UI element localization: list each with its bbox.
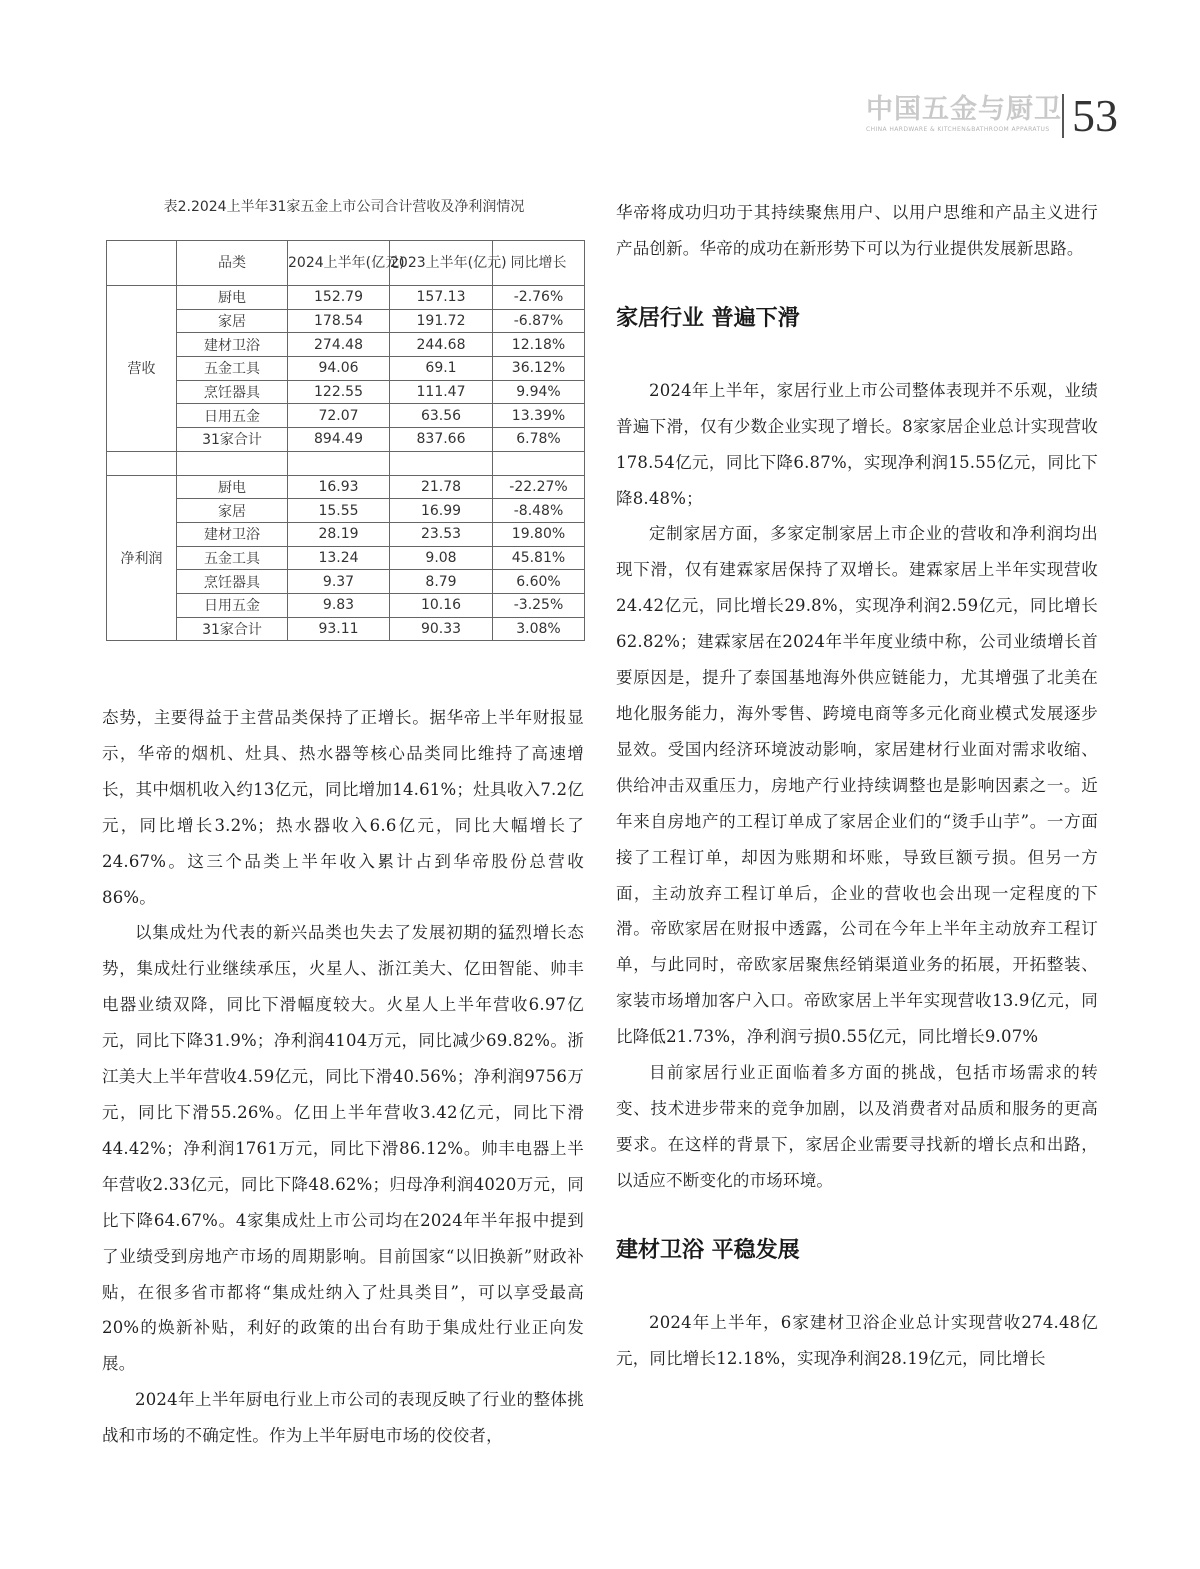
table-cell: 3.08% [493,617,585,641]
table-cell: 9.94% [493,380,585,404]
table-cell: -6.87% [493,309,585,333]
table-cell: 23.53 [390,522,493,546]
table-cell: 家居 [177,309,288,333]
table-row [107,428,585,452]
body-paragraph: 2024年上半年，6家建材卫浴企业总计实现营收274.48亿元，同比增长12.18%，实现净利润28.19亿元，同比增长 [616,1312,1098,1368]
table-cell: 191.72 [390,309,493,333]
table-cell: 15.55 [288,499,390,523]
body-paragraph: 态势，主要得益于主营品类保持了正增长。据华帝上半年财报显示，华帝的烟机、灶具、热水器等核心品类同比维持了高速增长，其中烟机收入约13亿元，同比增加14.61%；灶具收入7.2亿元，同比增长3.2%；热水器收入6.6亿元，同比大幅增长了24.67%。这三个品类上半年收入累计占到华帝股份总营收86%。 [102,708,584,907]
table-cell: 建材卫浴 [177,333,288,357]
table-cell: 894.49 [288,428,390,452]
table-cell: 90.33 [390,617,493,641]
table-cell: 19.80% [493,522,585,546]
table-cell: 五金工具 [177,546,288,570]
empty-cell [177,451,288,475]
header-2024: 2024上半年(亿元) [288,241,390,286]
header-2023: 2023上半年(亿元) [390,241,493,286]
table-row [107,286,585,310]
table-cell: 31家合计 [177,428,288,452]
table-cell: 837.66 [390,428,493,452]
group-label: 营收 [107,286,177,452]
table-cell: 建材卫浴 [177,522,288,546]
magazine-logo [866,94,1062,137]
table-cell: 13.24 [288,546,390,570]
logo-title: 中国五金与厨卫 [866,94,1062,125]
table-cell: 9.37 [288,570,390,594]
table-cell: 31家合计 [177,617,288,641]
empty-cell [390,451,493,475]
empty-cell [493,451,585,475]
table-row [107,380,585,404]
table-cell: 9.08 [390,546,493,570]
table-cell: -22.27% [493,475,585,499]
table-cell: 111.47 [390,380,493,404]
table-cell: 厨电 [177,286,288,310]
table-cell: 93.11 [288,617,390,641]
header-growth: 同比增长 [493,241,585,286]
table-row [107,570,585,594]
body-paragraph: 定制家居方面，多家定制家居上市企业的营收和净利润均出现下滑，仅有建霖家居保持了双增长。建霖家居上半年实现营收24.42亿元，同比增长29.8%，实现净利润2.59亿元，同比增长62.82%；建霖家居在2024年半年度业绩中称，公司业绩增长首要原因是，提升了泰国基地海外供应链能力，尤其增强了北美在地化服务能力，海外零售、跨境电商等多元化商业模式发展逐步显效。受国内经济环境波动影响，家居建材行业面对需求收缩、供给冲击双重压力，房地产行业持续调整也是影响因素之一。近年来自房地产的工程订单成了家居企业们的“烫手山芋”。一方面接了工程订单，却因为账期和坏账，导致巨额亏损。但另一方面，主动放弃工程订单后，企业的营收也会出现一定程度的下滑。帝欧家居在财报中透露，公司在今年上半年主动放弃工程订单，与此同时，帝欧家居聚焦经销渠道业务的拓展，开拓整装、家装市场增加客户入口。帝欧家居上半年实现营收13.9亿元，同比降低21.73%，净利润亏损0.55亿元，同比增长9.07% [616,524,1098,1047]
page-number: 53 [1072,90,1118,141]
table-cell: 13.39% [493,404,585,428]
table-cell: 6.60% [493,570,585,594]
body-paragraph: 华帝将成功归功于其持续聚焦用户、以用户思维和产品主义进行产品创新。华帝的成功在新形势下可以为行业提供发展新思路。 [616,203,1098,258]
empty-cell [288,451,390,475]
table-cell: 6.78% [493,428,585,452]
table-cell: 烹饪器具 [177,380,288,404]
table-cell: 16.93 [288,475,390,499]
table-cell: 244.68 [390,333,493,357]
group-label: 净利润 [107,475,177,641]
table-cell: 45.81% [493,546,585,570]
table-cell: 178.54 [288,309,390,333]
table-row [107,522,585,546]
body-paragraph: 目前家居行业正面临着多方面的挑战，包括市场需求的转变、技术进步带来的竞争加剧，以及消费者对品质和服务的更高要求。在这样的背景下，家居企业需要寻找新的增长点和出路，以适应不断变化的市场环境。 [616,1063,1098,1190]
table-row [107,309,585,333]
table-cell: 烹饪器具 [177,570,288,594]
table-cell: 94.06 [288,357,390,381]
table-row [107,499,585,523]
body-paragraph: 2024年上半年厨电行业上市公司的表现反映了行业的整体挑战和市场的不确定性。作为上半年厨电市场的佼佼者， [102,1390,584,1446]
logo-subtitle: CHINA HARDWARE & KITCHEN&BATHROOM APPARATUS [866,126,1050,133]
table-cell: -2.76% [493,286,585,310]
table-cell: 28.19 [288,522,390,546]
table-row [107,333,585,357]
table-cell: 16.99 [390,499,493,523]
section-heading: 建材卫浴 平稳发展 [616,1237,800,1263]
table-cell: -3.25% [493,593,585,617]
table-cell: 日用五金 [177,404,288,428]
table-separator-row [107,451,585,475]
table-caption: 表2.2024上半年31家五金上市公司合计营收及净利润情况 [163,199,525,215]
financial-table [106,240,585,641]
right-column [616,195,1098,1376]
table-cell: 72.07 [288,404,390,428]
header-blank [107,241,177,286]
table-cell: 五金工具 [177,357,288,381]
table-cell: 8.79 [390,570,493,594]
table-cell: 厨电 [177,475,288,499]
table-cell: 274.48 [288,333,390,357]
table-row [107,617,585,641]
table-cell: 36.12% [493,357,585,381]
left-column [102,700,584,1454]
table-cell: 10.16 [390,593,493,617]
table-row [107,546,585,570]
table-cell: 12.18% [493,333,585,357]
section-heading: 家居行业 普遍下滑 [616,305,800,331]
table-header-row [107,241,585,286]
table-cell: 122.55 [288,380,390,404]
body-paragraph: 以集成灶为代表的新兴品类也失去了发展初期的猛烈增长态势，集成灶行业继续承压，火星人、浙江美大、亿田智能、帅丰电器业绩双降，同比下滑幅度较大。火星人上半年营收6.97亿元，同比下降31.9%；净利润4104万元，同比减少69.82%。浙江美大上半年营收4.59亿元，同比下滑40.56%；净利润9756万元，同比下滑55.26%。亿田上半年营收3.42亿元，同比下滑44.42%；净利润1761万元，同比下滑86.12%。帅丰电器上半年营收2.33亿元，同比下降48.62%；归母净利润4020万元，同比下降64.67%。4家集成灶上市公司均在2024年半年报中提到了业绩受到房地产市场的周期影响。目前国家“以旧换新”财政补贴，在很多省市都将“集成灶纳入了灶具类目”，可以享受最高20%的焕新补贴，利好的政策的出台有助于集成灶行业正向发展。 [102,923,584,1374]
header-divider [1062,94,1064,138]
table-cell: 家居 [177,499,288,523]
table-cell: 21.78 [390,475,493,499]
table-cell: 63.56 [390,404,493,428]
body-paragraph: 2024年上半年，家居行业上市公司整体表现并不乐观，业绩普遍下滑，仅有少数企业实现了增长。8家家居企业总计实现营收178.54亿元，同比下降6.87%，实现净利润15.55亿元，同比下降8.48%； [616,380,1098,508]
table-cell: 157.13 [390,286,493,310]
table-row [107,357,585,381]
table-cell: -8.48% [493,499,585,523]
table-cell: 9.83 [288,593,390,617]
table-cell: 69.1 [390,357,493,381]
table-row [107,593,585,617]
table-cell: 日用五金 [177,593,288,617]
table-cell: 152.79 [288,286,390,310]
empty-cell [107,451,177,475]
header-category: 品类 [177,241,288,286]
table-row [107,475,585,499]
table-row [107,404,585,428]
